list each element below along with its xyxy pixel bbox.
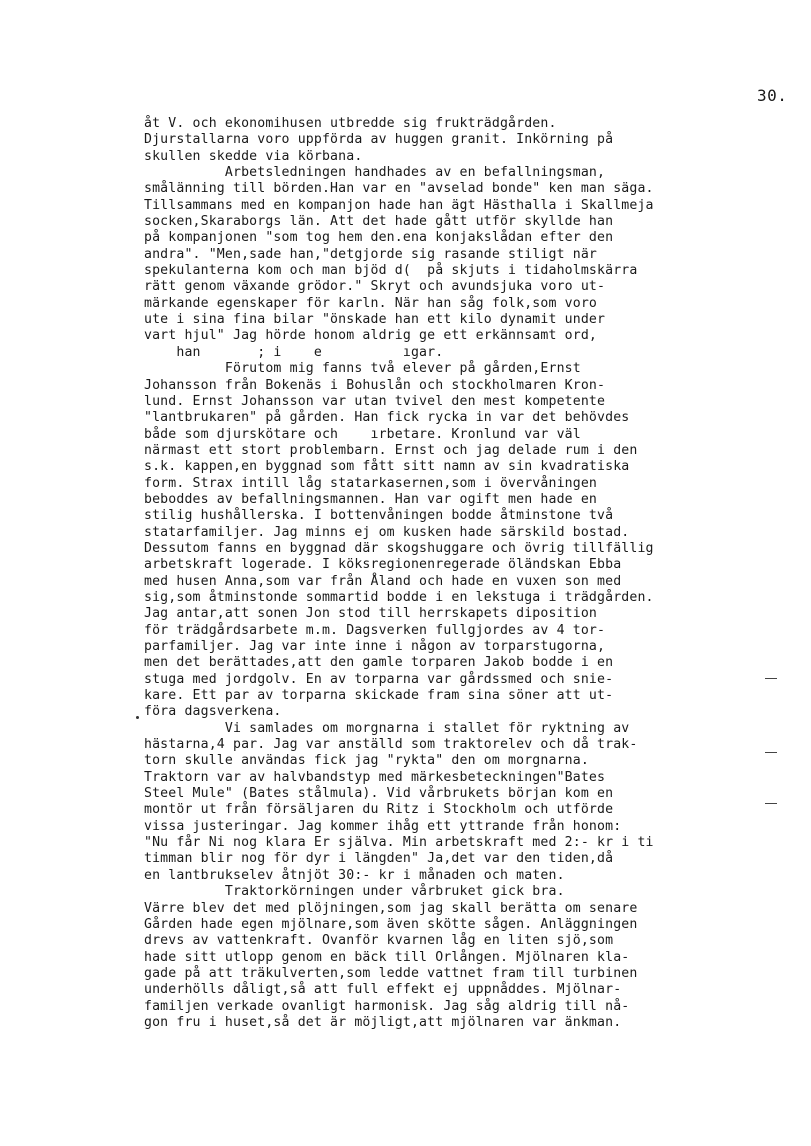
text-line: beboddes av befallningsmannen. Han var ogift men hade en [144, 491, 598, 507]
text-line: Traktorkörningen under vårbruket gick bra. [144, 884, 565, 900]
text-line: stilig hushållerska. I bottenvåningen bodde åtminstone två [144, 508, 614, 524]
text-line: med husen Anna,som var från Åland och hade en vuxen son med [144, 573, 622, 589]
text-line: torn skulle användas fick jag "rykta" den om morgnarna. [144, 753, 589, 769]
margin-dash-mark [765, 752, 777, 753]
text-line: Förutom mig fanns två elever på gården,Ernst [144, 361, 581, 377]
text-line: rätt genom växande grödor." Skryt och avundsjuka voro ut- [144, 279, 606, 295]
text-line: både som djurskötare och ırbetare. Kronlund var väl [144, 426, 581, 442]
text-line: Arbetsledningen handhades av en befallningsman, [144, 165, 606, 181]
text-line: spekulanterna kom och man bjöd d( på skjuts i tidaholmskärra [144, 263, 638, 279]
text-line: underhölls dåligt,så att full effekt ej uppnåddes. Mjölnar- [144, 982, 622, 998]
margin-dash-mark [765, 803, 777, 804]
text-line: parfamiljer. Jag var inte inne i någon av torparstugorna, [144, 639, 606, 654]
text-line: men det berättades,att den gamle torparen Jakob bodde i en [144, 655, 614, 671]
page-number: 30. [757, 86, 788, 105]
text-line: gade på att träkulverten,som ledde vattnet fram till turbinen [144, 965, 638, 981]
text-line: statarfamiljer. Jag minns ej om kusken hade särskild bostad. [144, 524, 630, 540]
text-line: Johansson från Bokenäs i Bohuslån och stockholmaren Kron- [144, 377, 606, 393]
text-line: drevs av vattenkraft. Ovanför kvarnen låg en liten sjö,som [144, 933, 614, 949]
text-line: skullen skedde via körbana. [144, 148, 363, 164]
body-text [144, 116, 784, 1031]
text-line: stuga med jordgolv. En av torparna var gårdssmed och snie- [144, 671, 614, 687]
text-line: sig,som åtminstonde sommartid bodde i en lekstuga i trädgården. [144, 589, 654, 605]
text-line: andra". "Men,sade han,"detgjorde sig rasande stiligt när [144, 246, 598, 262]
text-line: Steel Mule" (Bates stålmula). Vid vårbrukets början kom en [144, 786, 614, 802]
text-line: familjen verkade ovanligt harmonisk. Jag såg aldrig till nå- [144, 998, 630, 1014]
text-line: vissa justeringar. Jag kommer ihåg ett yttrande från honom: [144, 818, 622, 834]
text-line: Vi samlades om morgnarna i stallet för ryktning av [144, 720, 630, 736]
text-line: s.k. kappen,en byggnad som fått sitt namn av sin kvadratiska [144, 459, 630, 475]
text-line: "lantbrukaren" på gården. Han fick rycka in var det behövdes [144, 410, 630, 426]
text-line: märkande egenskaper för karln. När han såg folk,som voro [144, 295, 598, 311]
text-line: hästarna,4 par. Jag var anställd som traktorelev och då trak- [144, 737, 638, 753]
text-line: socken,Skaraborgs län. Att det hade gått utför skyllde han [144, 214, 614, 230]
text-line: kare. Ett par av torparna skickade fram sina söner att ut- [144, 688, 614, 704]
margin-dash-mark [765, 678, 777, 679]
text-line: för trädgårdsarbete m.m. Dagsverken fullgjordes av 4 tor- [144, 622, 606, 638]
text-line: Dessutom fanns en byggnad där skogshuggare och övrig tillfällig [144, 540, 654, 556]
text-line: Tillsammans med en kompanjon hade han ägt Hästhalla i Skallmeja [144, 197, 654, 213]
text-line: Gården hade egen mjölnare,som även skötte sågen. Anläggningen [144, 916, 638, 932]
text-line: vart hjul" Jag hörde honom aldrig ge ett erkännsamt ord, [144, 328, 598, 344]
text-line: arbetskraft logerade. I köksregionenregerade öländskan Ebba [144, 557, 622, 573]
text-line: han ; i e ıgar. [144, 344, 444, 360]
text-line: Traktorn var av halvbandstyp med märkesbeteckningen"Bates [144, 769, 606, 785]
text-line: Djurstallarna voro uppförda av huggen granit. Inkörning på [144, 132, 614, 148]
text-line: hade sitt utlopp genom en bäck till Orlången. Mjölnaren kla- [144, 949, 630, 965]
margin-dot-mark [136, 716, 139, 719]
text-line: föra dagsverkena. [144, 704, 282, 720]
text-line: timman blir nog för dyr i längden" Ja,det var den tiden,då [144, 851, 614, 867]
text-line: gon fru i huset,så det är möjligt,att mjölnaren var änkman. [144, 1014, 622, 1030]
text-line: på kompanjonen "som tog hem den.ena konjakslådan efter den [144, 230, 614, 246]
text-line: smålänning till börden.Han var en "avselad bonde" ken man säga. [144, 181, 654, 197]
text-line: Värre blev det med plöjningen,som jag skall berätta om senare [144, 900, 638, 916]
text-line: åt V. och ekonomihusen utbredde sig frukträdgården. [144, 116, 557, 131]
text-line: en lantbrukselev åtnjöt 30:- kr i månaden och maten. [144, 867, 565, 883]
text-line: närmast ett stort problembarn. Ernst och jag delade rum i den [144, 442, 638, 458]
text-line: form. Strax intill låg statarkasernen,som i övervåningen [144, 475, 598, 491]
text-line: lund. Ernst Johansson var utan tvivel den mest kompetente [144, 393, 606, 409]
text-line: "Nu får Ni nog klara Er själva. Min arbetskraft med 2:- kr i ti [144, 835, 654, 851]
text-line: montör ut från försäljaren du Ritz i Stockholm och utförde [144, 802, 614, 818]
text-line: ute i sina fina bilar "önskade han ett kilo dynamit under [144, 312, 606, 328]
text-line: Jag antar,att sonen Jon stod till herrskapets diposition [144, 606, 598, 622]
